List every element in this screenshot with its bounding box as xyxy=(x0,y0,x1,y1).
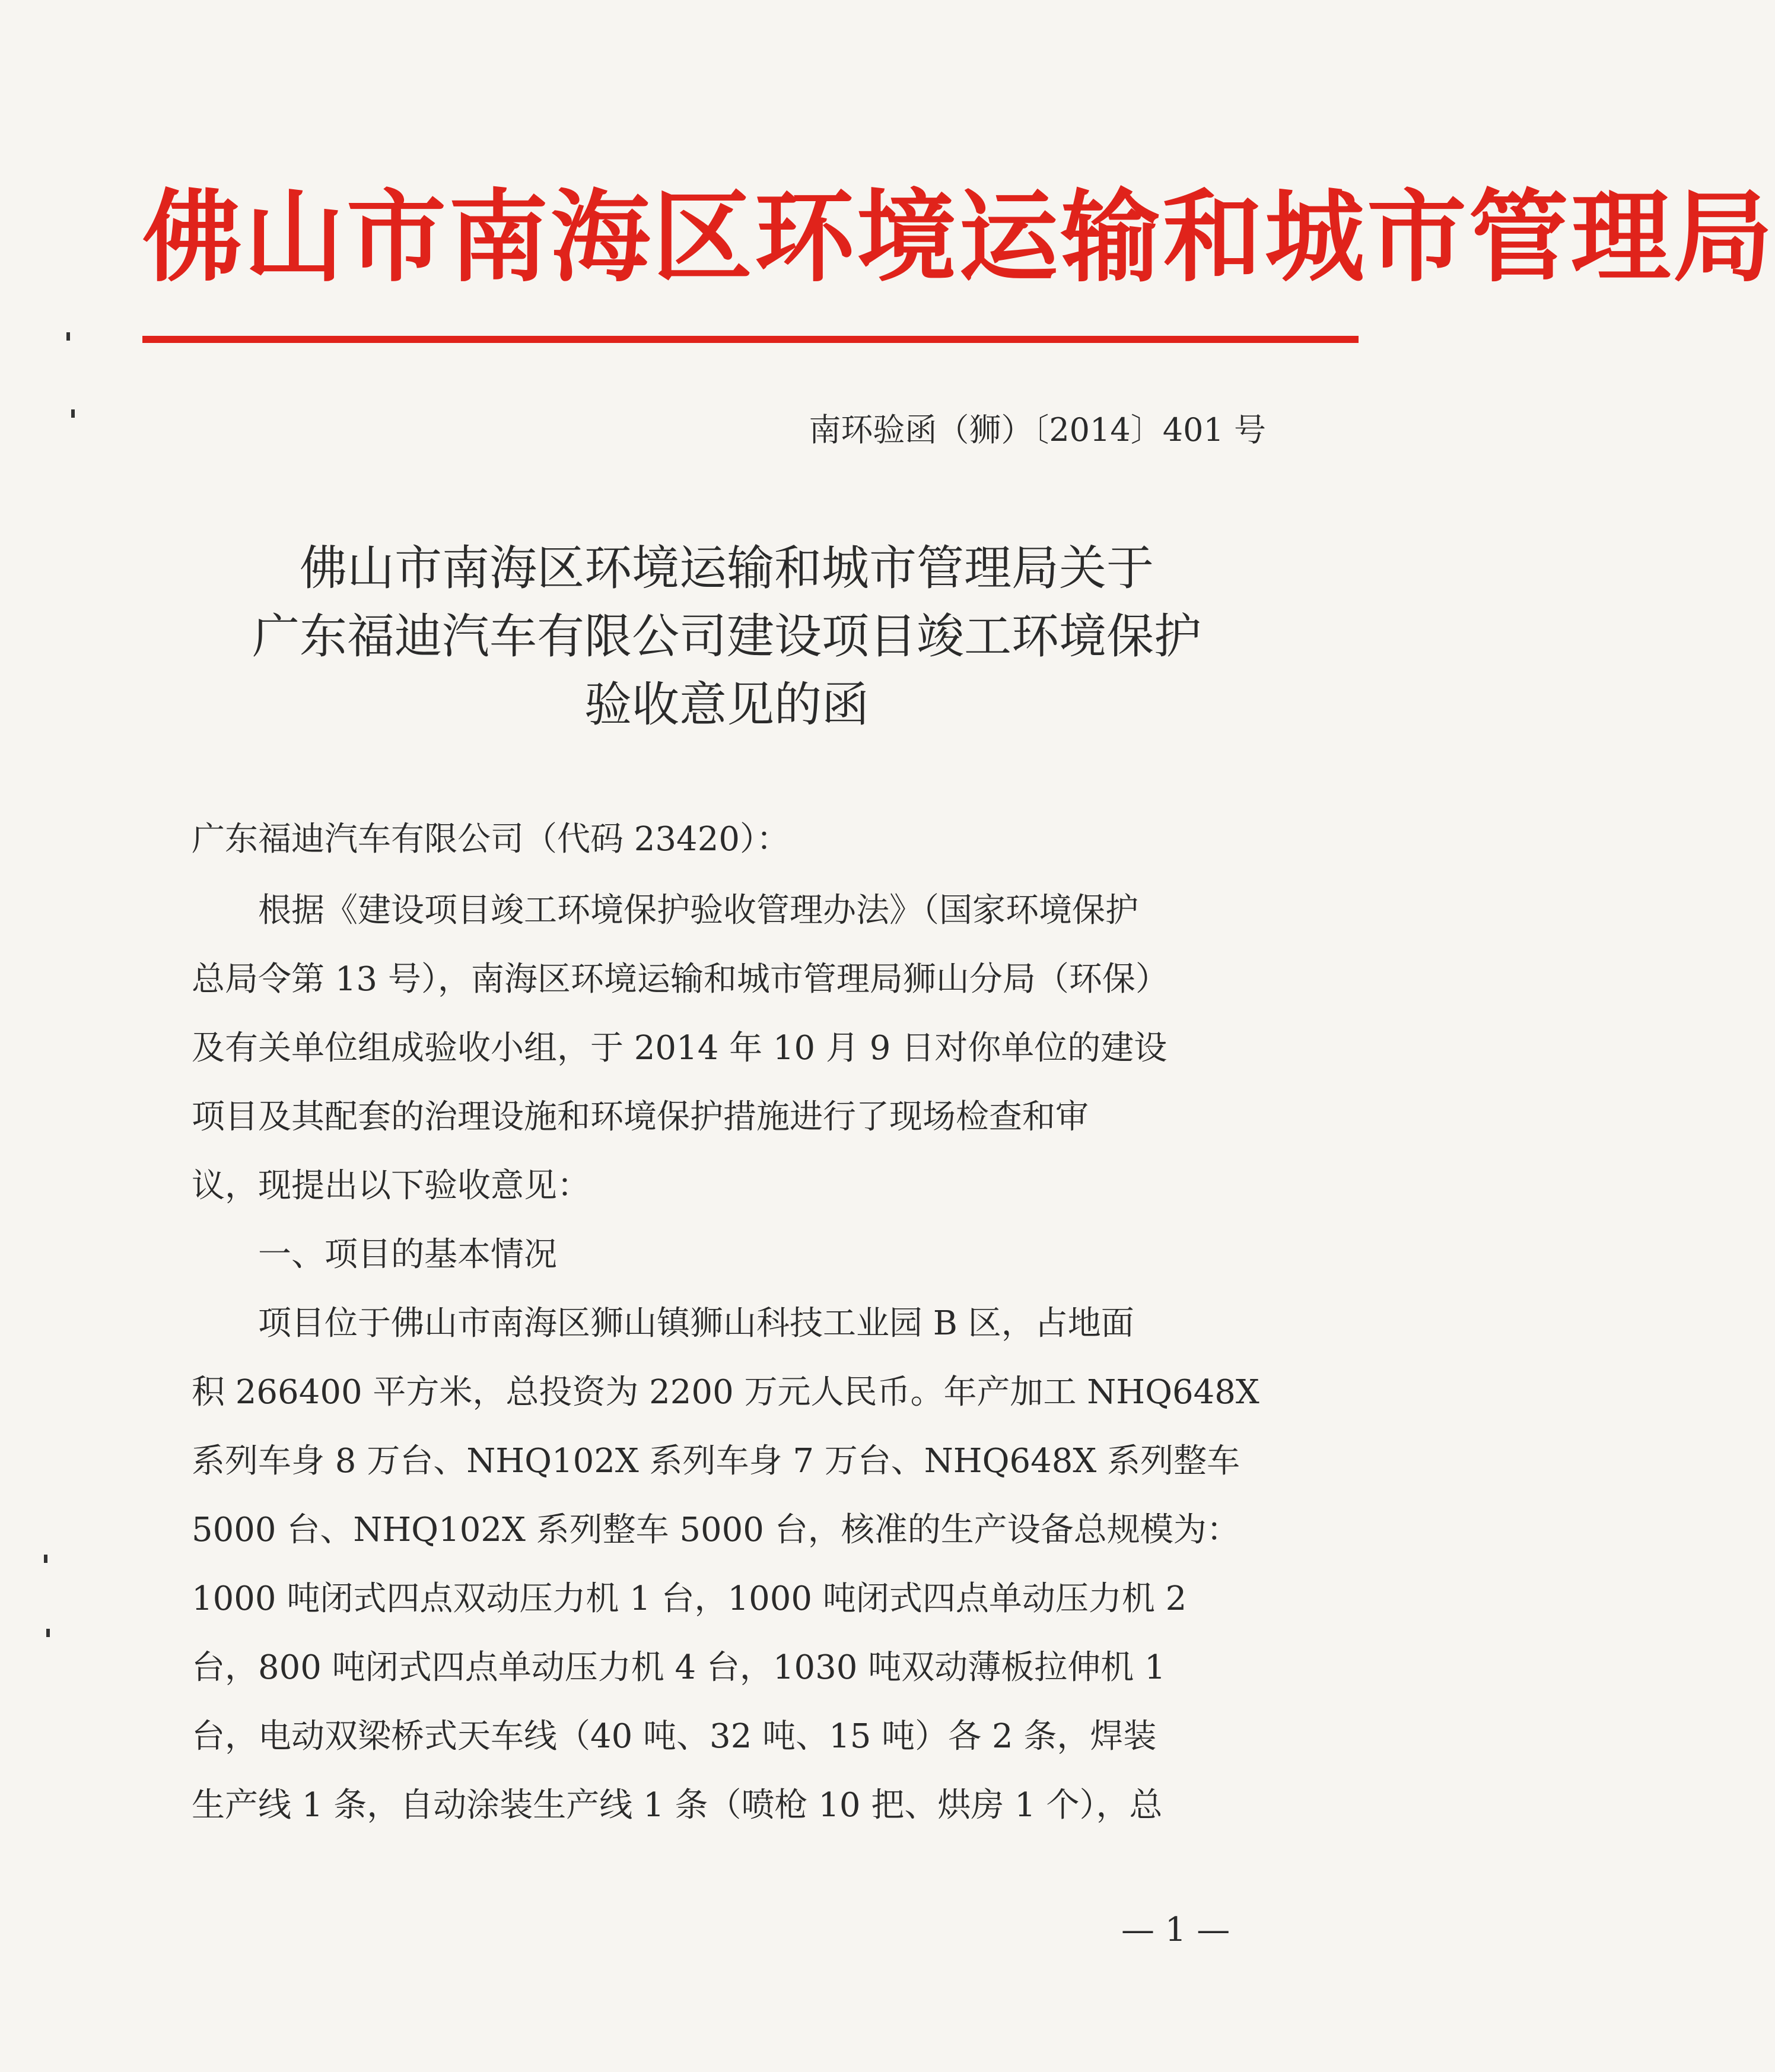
page-number: — 1 — xyxy=(1121,1911,1230,1949)
body-text xyxy=(192,890,1264,1854)
body-line: 总局令第 13 号），南海区环境运输和城市管理局狮山分局（环保） xyxy=(192,960,1169,999)
addressee: 广东福迪汽车有限公司（代码 23420）： xyxy=(192,820,790,859)
body-line: 生产线 1 条，自动涂装生产线 1 条（喷枪 10 把、烘房 1 个），总 xyxy=(192,1786,1163,1825)
body-line: 台，电动双梁桥式天车线（40 吨、32 吨、15 吨）各 2 条，焊装 xyxy=(192,1717,1157,1756)
binding-hole-mark xyxy=(71,409,75,418)
binding-hole-mark xyxy=(44,1555,47,1563)
document-number: 南环验函（狮）〔2014〕401 号 xyxy=(809,411,1266,449)
section-heading: 一、项目的基本情况 xyxy=(192,1235,557,1274)
body-line: 议，现提出以下验收意见： xyxy=(192,1167,590,1205)
letterhead-red-rule xyxy=(142,336,1359,343)
body-line: 台，800 吨闭式四点单动压力机 4 台，1030 吨双动薄板拉伸机 1 xyxy=(192,1648,1166,1687)
title-line: 广东福迪汽车有限公司建设项目竣工环境保护 xyxy=(252,609,1201,664)
title-line: 验收意见的函 xyxy=(584,677,869,732)
body-line: 5000 台、NHQ102X 系列整车 5000 台，核准的生产设备总规模为： xyxy=(192,1511,1240,1549)
body-line: 根据《建设项目竣工环境保护验收管理办法》（国家环境保护 xyxy=(192,891,1138,930)
body-line: 1000 吨闭式四点双动压力机 1 台，1000 吨闭式四点单动压力机 2 xyxy=(192,1580,1187,1618)
letterhead-title: 佛山市南海区环境运输和城市管理局 xyxy=(142,179,1775,295)
body-line: 项目位于佛山市南海区狮山镇狮山科技工业园 B 区，占地面 xyxy=(192,1304,1134,1343)
binding-hole-mark xyxy=(66,332,70,341)
body-line: 系列车身 8 万台、NHQ102X 系列车身 7 万台、NHQ648X 系列整车 xyxy=(192,1442,1240,1480)
binding-hole-mark xyxy=(46,1629,50,1637)
body-line: 项目及其配套的治理设施和环境保护措施进行了现场检查和审 xyxy=(192,1098,1089,1136)
title-line: 佛山市南海区环境运输和城市管理局关于 xyxy=(300,541,1154,596)
body-line: 及有关单位组成验收小组，于 2014 年 10 月 9 日对你单位的建设 xyxy=(192,1029,1168,1067)
document-title xyxy=(154,534,1299,739)
body-line: 积 266400 平方米，总投资为 2200 万元人民币。年产加工 NHQ648X xyxy=(192,1373,1259,1412)
